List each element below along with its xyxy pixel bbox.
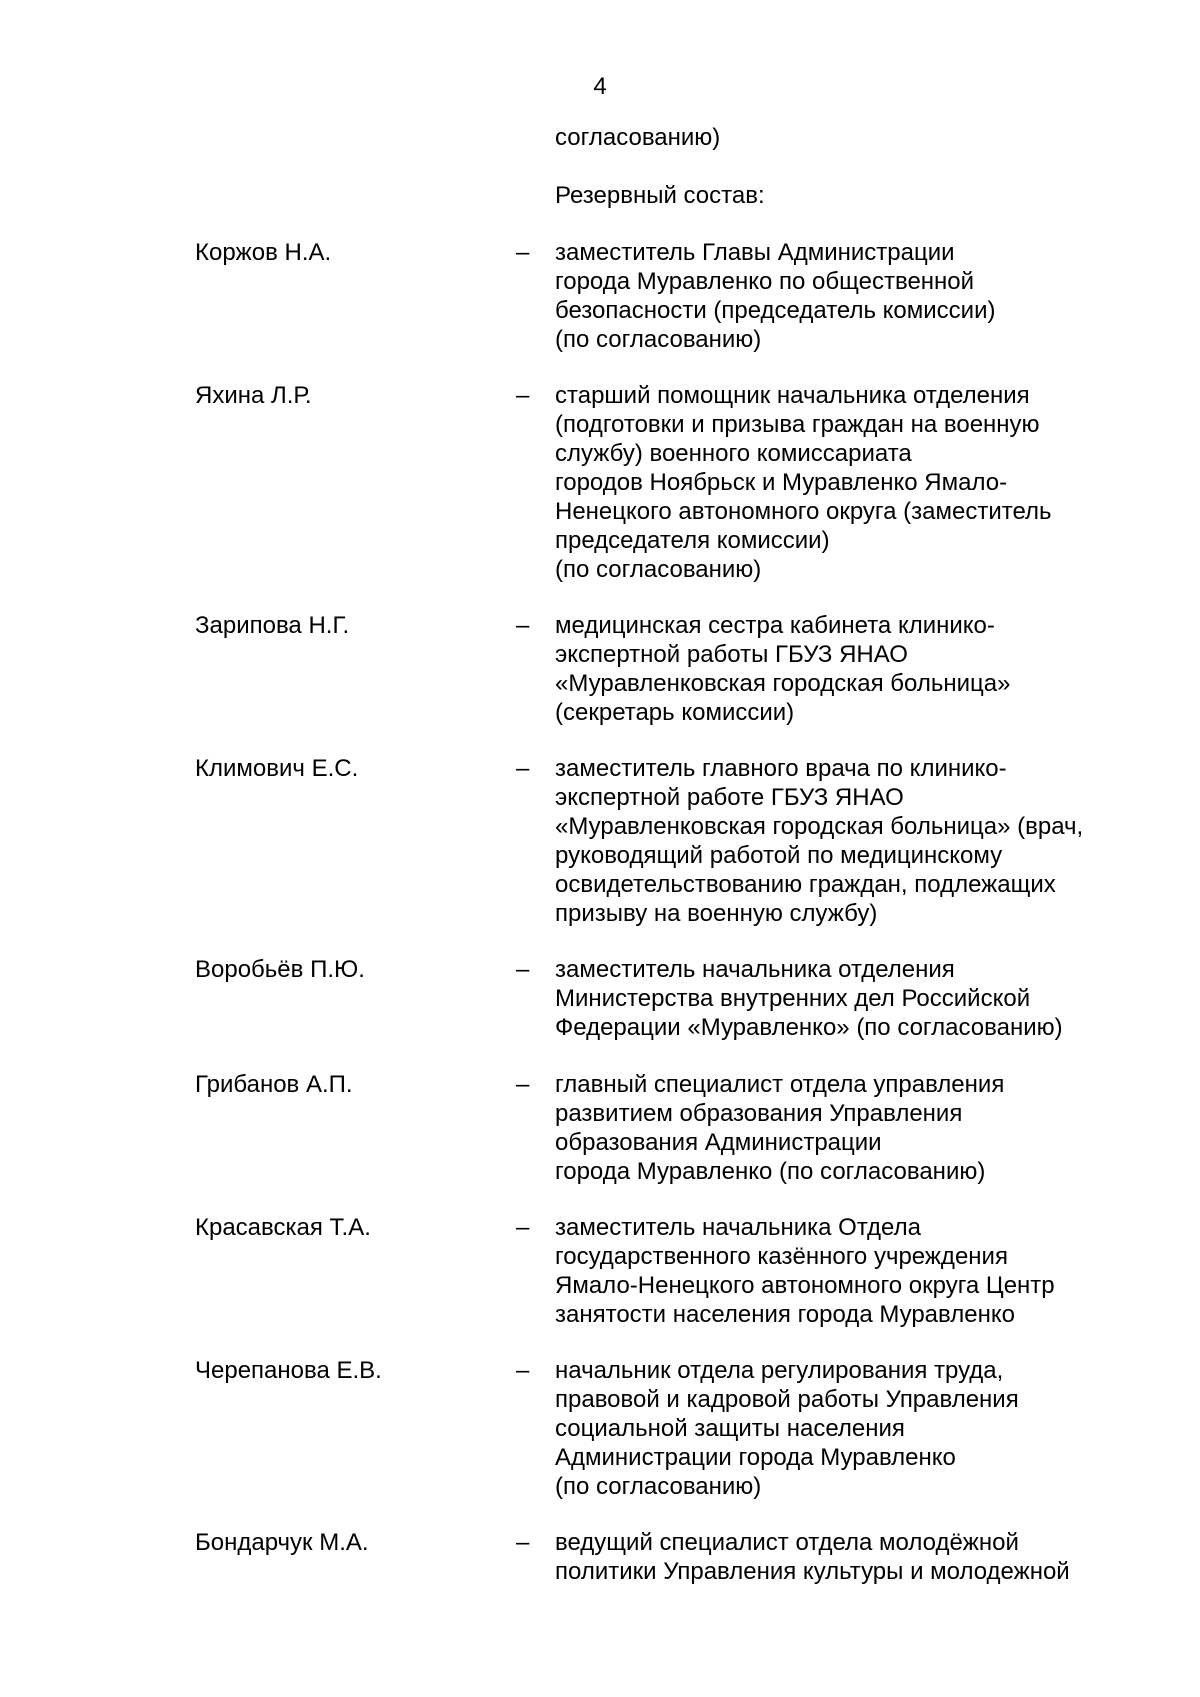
member-description: заместитель начальника Отдела государственного казённого учреждения Ямало-Ненецкого автономного округа Центр занятости населения города Муравленко (555, 1214, 1055, 1328)
dash-separator: – (516, 382, 530, 409)
dash-separator: – (516, 612, 530, 639)
member-name: Грибанов А.П. (195, 1071, 353, 1098)
member-name: Красавская Т.А. (195, 1214, 371, 1241)
section-title: Резервный состав: (555, 182, 765, 209)
member-name: Коржов Н.А. (195, 239, 332, 266)
dash-separator: – (516, 1071, 530, 1098)
member-name: Климович Е.С. (195, 755, 359, 782)
member-name: Зарипова Н.Г. (195, 612, 350, 639)
dash-separator: – (516, 1214, 530, 1241)
member-description: медицинская сестра кабинета клинико- экспертной работы ГБУЗ ЯНАО «Муравленковская городская больница» (секретарь комиссии) (555, 612, 1011, 726)
dash-separator: – (516, 956, 530, 983)
member-name: Воробьёв П.Ю. (195, 956, 365, 983)
member-description: ведущий специалист отдела молодёжной политики Управления культуры и молодежной (555, 1529, 1070, 1585)
member-description: главный специалист отдела управления развитием образования Управления образования Администрации города Муравленко (по согласованию) (555, 1071, 1005, 1185)
dash-separator: – (516, 1529, 530, 1556)
member-name: Черепанова Е.В. (195, 1357, 382, 1384)
member-description: заместитель главного врача по клинико- экспертной работе ГБУЗ ЯНАО «Муравленковская городская больница» (врач, руководящий работой по медицинскому освидетельствованию граждан, подлежащих призыву на военную службу) (555, 755, 1084, 927)
member-description: начальник отдела регулирования труда, правовой и кадровой работы Управления социальной защиты населения Администрации города Муравленко (по согласованию) (555, 1357, 1019, 1500)
member-name: Яхина Л.Р. (195, 382, 312, 409)
member-description: старший помощник начальника отделения (подготовки и призыва граждан на военную службу) военного комиссариата городов Ноябрьск и Муравленко Ямало- Ненецкого автономного округа (заместитель председателя комиссии) (по согласованию) (555, 382, 1052, 583)
page-number: 4 (593, 73, 607, 100)
member-description: заместитель начальника отделения Министерства внутренних дел Российской Федерации «Муравленко» (по согласованию) (555, 956, 1063, 1041)
dash-separator: – (516, 755, 530, 782)
continuation-text: согласованию) (555, 124, 721, 151)
member-description: заместитель Главы Администрации города Муравленко по общественной безопасности (председатель комиссии) (по согласованию) (555, 239, 996, 353)
member-name: Бондарчук М.А. (195, 1529, 369, 1556)
dash-separator: – (516, 1357, 530, 1384)
dash-separator: – (516, 239, 530, 266)
